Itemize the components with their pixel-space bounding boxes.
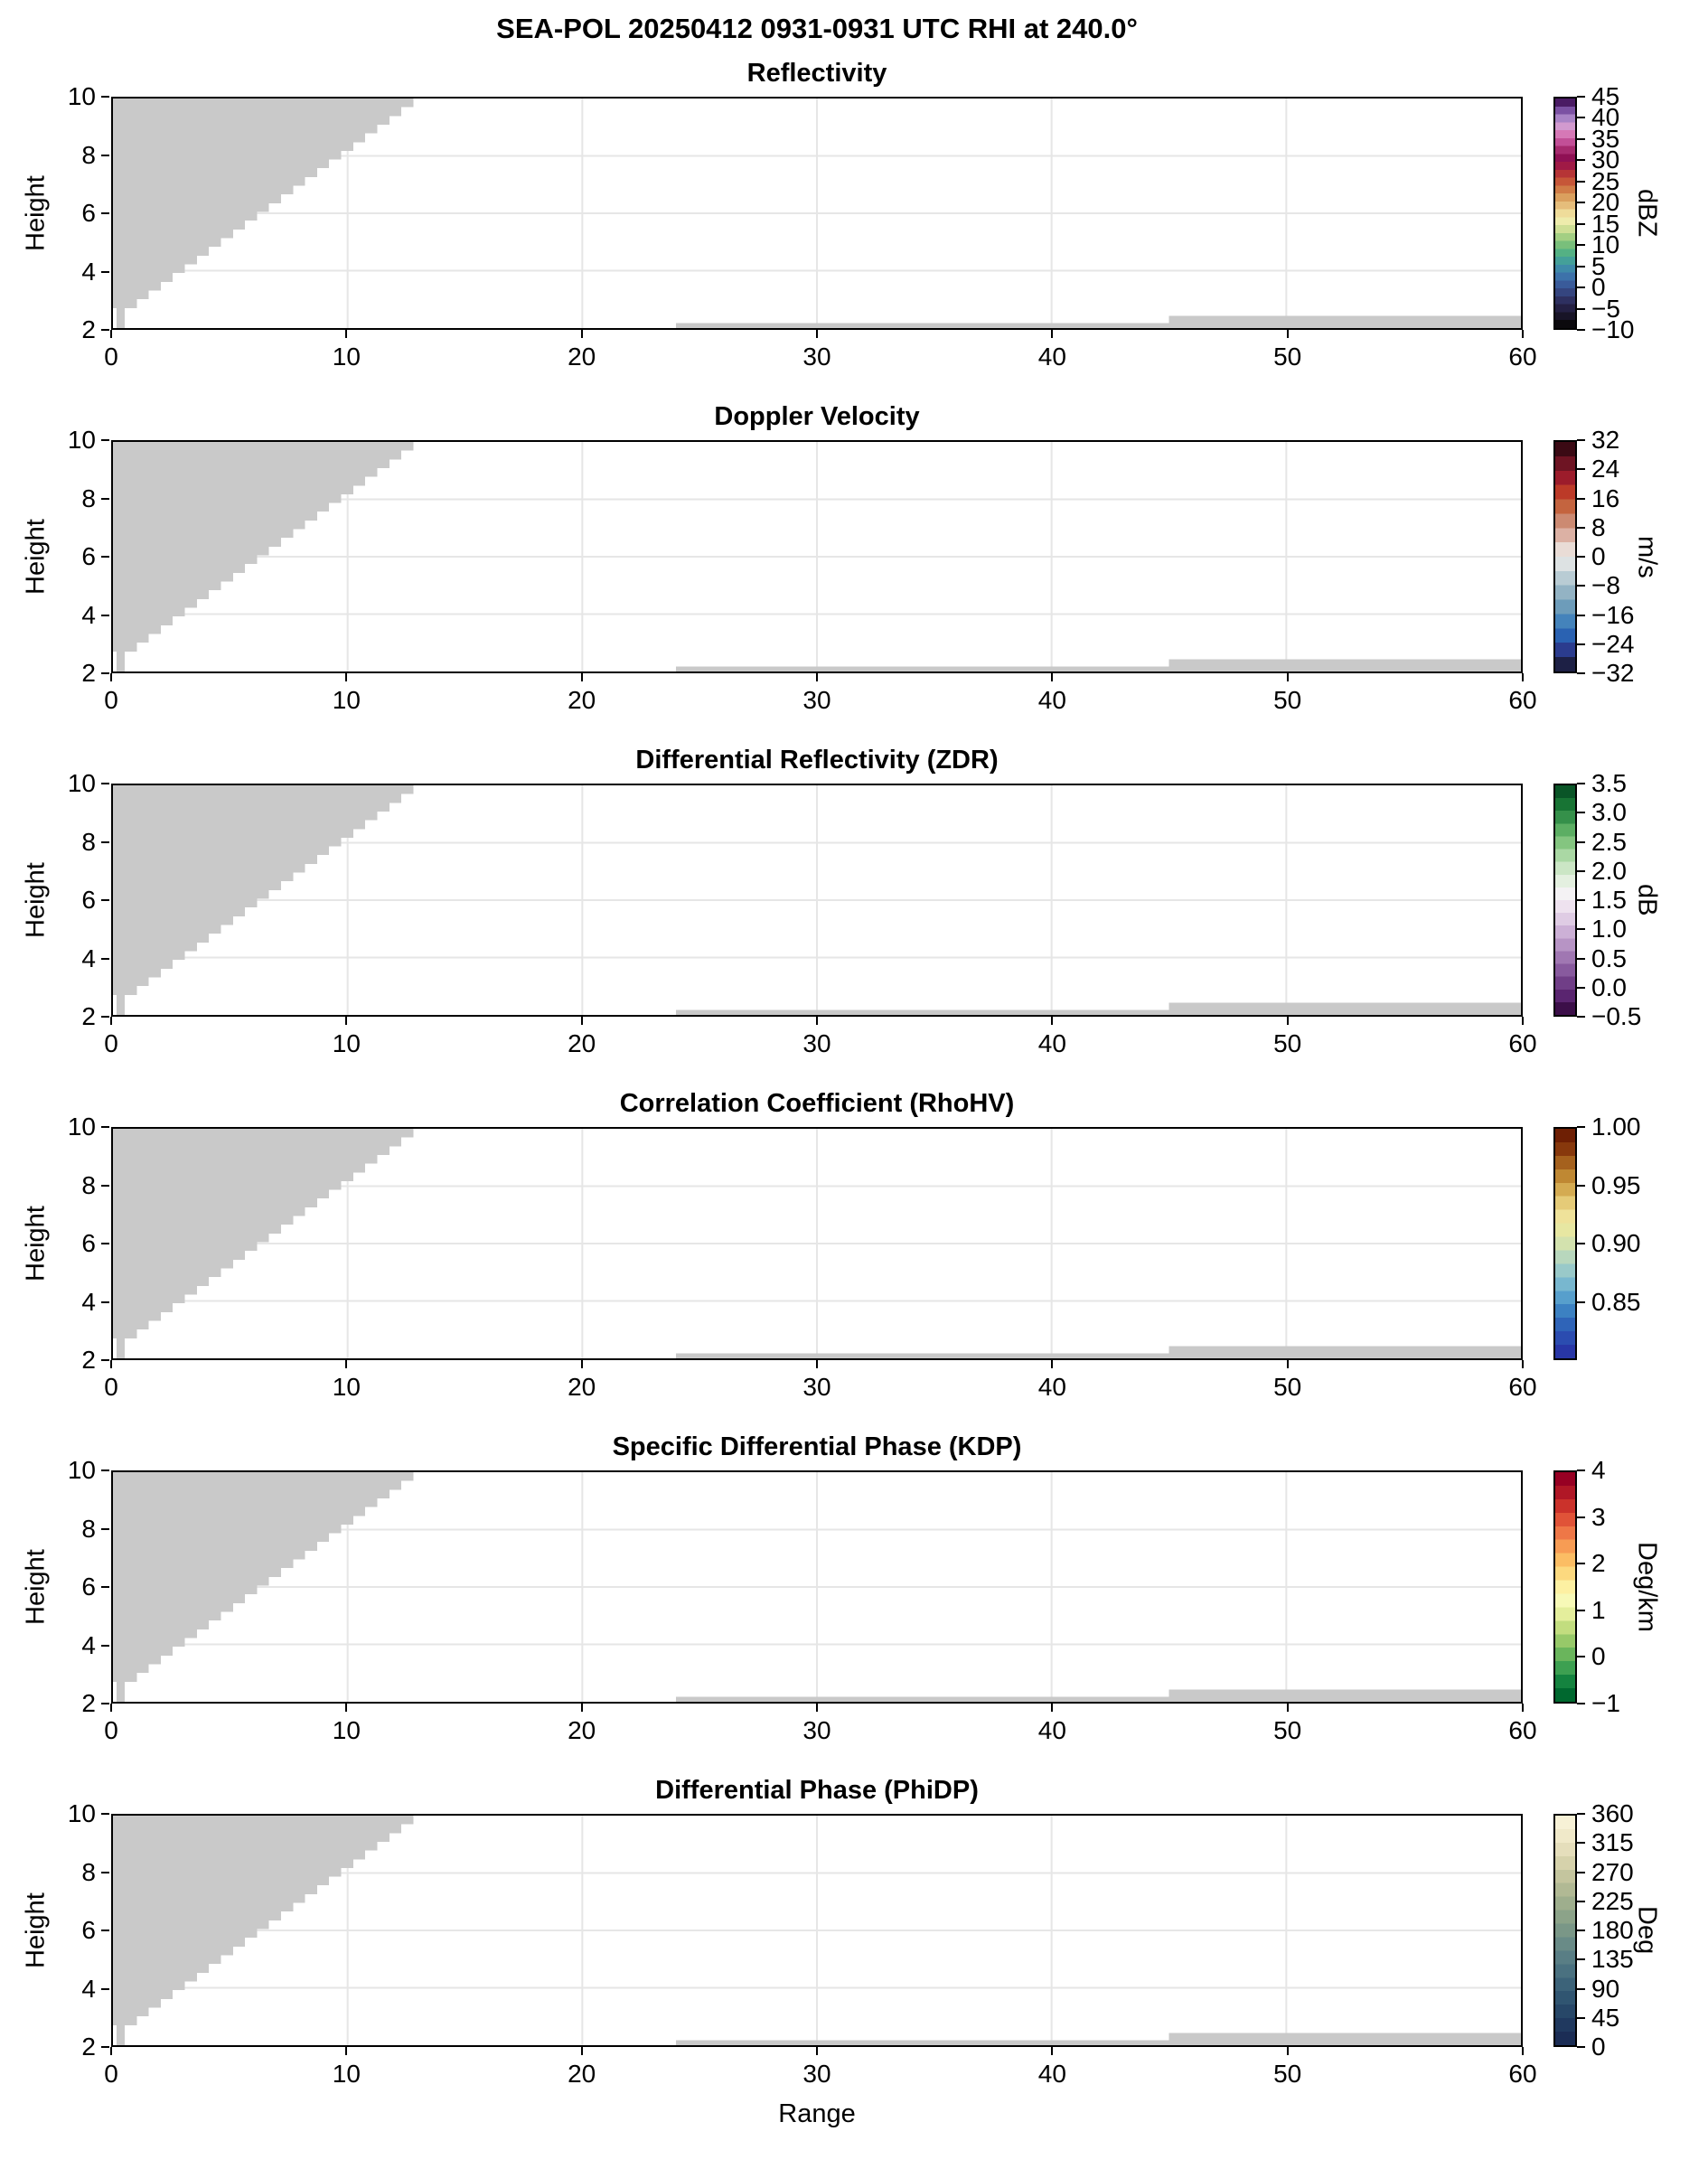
y-tick-mark bbox=[101, 1528, 109, 1530]
colorbar-tick-mark bbox=[1577, 1842, 1585, 1844]
x-tick-mark bbox=[1051, 1360, 1053, 1368]
y-tick-label: 6 bbox=[81, 1573, 96, 1601]
panel-title: Differential Reflectivity (ZDR) bbox=[635, 746, 999, 775]
y-tick-mark bbox=[101, 958, 109, 960]
colorbar-tick-mark bbox=[1577, 468, 1585, 470]
x-tick-mark bbox=[110, 1017, 112, 1025]
x-tick-label: 20 bbox=[568, 1716, 596, 1744]
x-tick-label: 30 bbox=[802, 1373, 831, 1401]
colorbar bbox=[1553, 784, 1577, 1017]
x-tick-mark bbox=[1522, 1704, 1524, 1712]
panel-title: Reflectivity bbox=[746, 59, 887, 88]
colorbar-tick-label: 40 bbox=[1591, 103, 1620, 132]
x-tick-label: 50 bbox=[1273, 1716, 1302, 1744]
colorbar-tick-mark bbox=[1577, 1610, 1585, 1611]
x-tick-label: 50 bbox=[1273, 1029, 1302, 1057]
x-tick-label: 0 bbox=[104, 1373, 118, 1401]
y-tick-label: 10 bbox=[67, 426, 96, 454]
colorbar-tick-mark bbox=[1577, 2046, 1585, 2048]
colorbar-tick-label: 4 bbox=[1591, 1456, 1606, 1484]
colorbar-tick-mark bbox=[1577, 1243, 1585, 1244]
x-tick-mark bbox=[581, 1704, 583, 1712]
colorbar-tick-label: 0.85 bbox=[1591, 1287, 1641, 1316]
x-tick-mark bbox=[345, 330, 347, 338]
y-tick-mark bbox=[101, 498, 109, 500]
colorbar-tick-label: 25 bbox=[1591, 166, 1620, 195]
colorbar-tick-label: 0 bbox=[1591, 1642, 1606, 1671]
y-tick-label: 4 bbox=[81, 1287, 96, 1316]
colorbar-tick-label: 225 bbox=[1591, 1886, 1634, 1915]
colorbar-tick-mark bbox=[1577, 308, 1585, 310]
colorbar-tick-mark bbox=[1577, 1958, 1585, 1960]
colorbar-tick-mark bbox=[1577, 1516, 1585, 1518]
x-tick-mark bbox=[1522, 2047, 1524, 2055]
y-axis-label: Height bbox=[21, 175, 51, 251]
y-tick-label: 8 bbox=[81, 1514, 96, 1543]
colorbar-tick-label: −10 bbox=[1591, 315, 1635, 343]
panel-reflectivity bbox=[0, 59, 1708, 440]
colorbar-tick-label: 10 bbox=[1591, 230, 1620, 259]
x-tick-label: 30 bbox=[802, 1029, 831, 1057]
y-tick-label: 10 bbox=[67, 1799, 96, 1827]
y-tick-label: 8 bbox=[81, 484, 96, 512]
y-tick-mark bbox=[101, 899, 109, 901]
panel-kdp bbox=[0, 1432, 1708, 1814]
colorbar-tick-label: 2.5 bbox=[1591, 827, 1627, 856]
y-tick-mark bbox=[101, 212, 109, 214]
colorbar-tick-label: 2 bbox=[1591, 1549, 1606, 1578]
plot-area bbox=[111, 1814, 1523, 2047]
x-tick-label: 40 bbox=[1037, 343, 1066, 371]
x-tick-mark bbox=[1051, 1017, 1053, 1025]
colorbar-tick-label: 20 bbox=[1591, 188, 1620, 217]
colorbar-tick-mark bbox=[1577, 96, 1585, 98]
colorbar-tick-label: 45 bbox=[1591, 82, 1620, 110]
y-axis-label: Height bbox=[21, 1892, 51, 1968]
x-tick-mark bbox=[816, 2047, 818, 2055]
plot-area bbox=[111, 440, 1523, 673]
y-tick-label: 6 bbox=[81, 542, 96, 570]
y-tick-mark bbox=[101, 1813, 109, 1815]
colorbar-tick-label: 1.00 bbox=[1591, 1113, 1641, 1141]
x-tick-mark bbox=[1287, 2047, 1289, 2055]
y-tick-label: 8 bbox=[81, 827, 96, 856]
y-tick-label: 6 bbox=[81, 199, 96, 227]
colorbar-tick-mark bbox=[1577, 643, 1585, 645]
x-tick-label: 20 bbox=[568, 1029, 596, 1057]
figure-suptitle: SEA-POL 20250412 0931-0931 UTC RHI at 240.0° bbox=[496, 13, 1138, 44]
plot-area bbox=[111, 97, 1523, 330]
y-tick-label: 2 bbox=[81, 659, 96, 687]
x-tick-mark bbox=[1287, 673, 1289, 681]
colorbar-tick-label: 24 bbox=[1591, 455, 1620, 484]
colorbar-tick-mark bbox=[1577, 1930, 1585, 1931]
colorbar-tick-label: 8 bbox=[1591, 512, 1606, 541]
plot-area bbox=[111, 1470, 1523, 1704]
x-tick-label: 20 bbox=[568, 686, 596, 714]
colorbar-tick-label: 135 bbox=[1591, 1945, 1634, 1974]
y-tick-label: 2 bbox=[81, 2033, 96, 2061]
y-tick-mark bbox=[101, 1126, 109, 1128]
colorbar-tick-mark bbox=[1577, 1016, 1585, 1018]
x-tick-label: 30 bbox=[802, 343, 831, 371]
y-tick-mark bbox=[101, 841, 109, 843]
x-tick-label: 40 bbox=[1037, 686, 1066, 714]
colorbar-tick-mark bbox=[1577, 870, 1585, 872]
y-tick-mark bbox=[101, 1703, 109, 1704]
y-tick-label: 6 bbox=[81, 1916, 96, 1944]
x-tick-mark bbox=[581, 673, 583, 681]
colorbar-tick-mark bbox=[1577, 1469, 1585, 1471]
y-tick-mark bbox=[101, 556, 109, 558]
x-tick-label: 40 bbox=[1037, 2060, 1066, 2088]
x-tick-label: 20 bbox=[568, 1373, 596, 1401]
x-tick-label: 0 bbox=[104, 1029, 118, 1057]
x-tick-mark bbox=[345, 1360, 347, 1368]
x-tick-label: 30 bbox=[802, 686, 831, 714]
plot-area bbox=[111, 784, 1523, 1017]
colorbar-tick-mark bbox=[1577, 2017, 1585, 2019]
panel-title: Specific Differential Phase (KDP) bbox=[612, 1432, 1022, 1461]
colorbar-tick-mark bbox=[1577, 899, 1585, 901]
colorbar-tick-mark bbox=[1577, 1901, 1585, 1902]
x-tick-label: 0 bbox=[104, 2060, 118, 2088]
y-tick-mark bbox=[101, 615, 109, 616]
x-axis-label: Range bbox=[778, 2099, 856, 2128]
colorbar-tick-mark bbox=[1577, 1813, 1585, 1815]
colorbar bbox=[1553, 1127, 1577, 1360]
colorbar bbox=[1553, 1814, 1577, 2047]
x-tick-label: 10 bbox=[332, 686, 361, 714]
x-tick-mark bbox=[816, 673, 818, 681]
y-tick-label: 6 bbox=[81, 886, 96, 914]
y-tick-label: 8 bbox=[81, 140, 96, 169]
y-tick-mark bbox=[101, 1586, 109, 1588]
colorbar-tick-mark bbox=[1577, 527, 1585, 529]
x-tick-mark bbox=[345, 2047, 347, 2055]
colorbar-tick-mark bbox=[1577, 266, 1585, 268]
x-tick-label: 10 bbox=[332, 2060, 361, 2088]
x-tick-mark bbox=[1051, 2047, 1053, 2055]
y-tick-label: 2 bbox=[81, 1002, 96, 1030]
y-tick-label: 6 bbox=[81, 1229, 96, 1257]
x-tick-label: 50 bbox=[1273, 686, 1302, 714]
colorbar-tick-mark bbox=[1577, 987, 1585, 989]
y-tick-mark bbox=[101, 1645, 109, 1647]
colorbar-tick-label: −24 bbox=[1591, 629, 1635, 658]
colorbar-tick-label: 16 bbox=[1591, 484, 1620, 512]
y-tick-label: 2 bbox=[81, 1346, 96, 1374]
x-tick-mark bbox=[1522, 330, 1524, 338]
colorbar-tick-mark bbox=[1577, 117, 1585, 118]
y-tick-mark bbox=[101, 1301, 109, 1303]
colorbar-tick-mark bbox=[1577, 1988, 1585, 1990]
y-tick-label: 8 bbox=[81, 1170, 96, 1199]
colorbar-tick-mark bbox=[1577, 615, 1585, 616]
colorbar-tick-mark bbox=[1577, 1126, 1585, 1128]
panel-title: Doppler Velocity bbox=[714, 402, 920, 431]
colorbar-tick-label: 2.0 bbox=[1591, 856, 1627, 885]
x-tick-mark bbox=[1051, 1704, 1053, 1712]
x-tick-label: 10 bbox=[332, 1373, 361, 1401]
y-axis-label: Height bbox=[21, 1549, 51, 1625]
x-tick-mark bbox=[816, 1360, 818, 1368]
y-tick-label: 10 bbox=[67, 1456, 96, 1484]
colorbar-tick-label: 90 bbox=[1591, 1974, 1620, 2003]
colorbar-tick-label: 35 bbox=[1591, 124, 1620, 153]
x-tick-label: 40 bbox=[1037, 1373, 1066, 1401]
x-tick-label: 40 bbox=[1037, 1029, 1066, 1057]
colorbar-tick-label: 0.5 bbox=[1591, 944, 1627, 972]
x-tick-label: 20 bbox=[568, 2060, 596, 2088]
rhi-plot-canvas bbox=[113, 1816, 1521, 2045]
x-tick-label: 10 bbox=[332, 1716, 361, 1744]
rhi-plot-canvas bbox=[113, 99, 1521, 328]
y-tick-mark bbox=[101, 672, 109, 674]
colorbar-tick-label: 0 bbox=[1591, 542, 1606, 570]
y-tick-mark bbox=[101, 96, 109, 98]
y-tick-label: 10 bbox=[67, 82, 96, 110]
rhi-plot-canvas bbox=[113, 442, 1521, 671]
colorbar-tick-mark bbox=[1577, 244, 1585, 246]
x-tick-mark bbox=[581, 330, 583, 338]
rhi-plot-canvas bbox=[113, 1129, 1521, 1358]
colorbar-tick-label: 3 bbox=[1591, 1502, 1606, 1531]
x-tick-mark bbox=[1522, 673, 1524, 681]
x-tick-mark bbox=[1522, 1360, 1524, 1368]
colorbar-tick-mark bbox=[1577, 672, 1585, 674]
colorbar-unit-label: dB bbox=[1632, 884, 1662, 916]
colorbar-tick-label: 5 bbox=[1591, 251, 1606, 280]
y-tick-label: 4 bbox=[81, 1630, 96, 1659]
colorbar-tick-mark bbox=[1577, 1656, 1585, 1657]
y-tick-label: 2 bbox=[81, 315, 96, 343]
x-tick-mark bbox=[110, 2047, 112, 2055]
colorbar-unit-label: dBZ bbox=[1632, 189, 1662, 238]
plot-area bbox=[111, 1127, 1523, 1360]
colorbar-tick-label: 1 bbox=[1591, 1595, 1606, 1624]
colorbar-tick-mark bbox=[1577, 223, 1585, 225]
y-tick-mark bbox=[101, 1469, 109, 1471]
x-tick-label: 50 bbox=[1273, 1373, 1302, 1401]
y-tick-mark bbox=[101, 1016, 109, 1018]
y-tick-mark bbox=[101, 1872, 109, 1873]
rhi-plot-canvas bbox=[113, 785, 1521, 1015]
colorbar-tick-label: 15 bbox=[1591, 209, 1620, 238]
colorbar-unit-label: m/s bbox=[1632, 535, 1662, 578]
y-tick-label: 4 bbox=[81, 944, 96, 972]
x-tick-label: 0 bbox=[104, 1716, 118, 1744]
rhi-plot-canvas bbox=[113, 1472, 1521, 1702]
x-tick-mark bbox=[345, 673, 347, 681]
colorbar-tick-label: −32 bbox=[1591, 659, 1635, 687]
y-tick-label: 4 bbox=[81, 600, 96, 629]
panel-zdr bbox=[0, 746, 1708, 1127]
x-tick-label: 50 bbox=[1273, 2060, 1302, 2088]
x-tick-mark bbox=[1287, 1017, 1289, 1025]
y-tick-mark bbox=[101, 2046, 109, 2048]
colorbar-unit-label: Deg bbox=[1632, 1906, 1662, 1955]
colorbar-tick-mark bbox=[1577, 1563, 1585, 1564]
colorbar-tick-label: 0 bbox=[1591, 2033, 1606, 2061]
x-tick-mark bbox=[1051, 330, 1053, 338]
colorbar-tick-label: 0.90 bbox=[1591, 1229, 1641, 1257]
colorbar-tick-mark bbox=[1577, 958, 1585, 960]
colorbar-unit-label: Deg/km bbox=[1632, 1542, 1662, 1632]
colorbar-tick-mark bbox=[1577, 286, 1585, 288]
x-tick-mark bbox=[345, 1017, 347, 1025]
x-tick-mark bbox=[816, 1704, 818, 1712]
colorbar bbox=[1553, 1470, 1577, 1704]
y-tick-label: 4 bbox=[81, 257, 96, 286]
colorbar-tick-label: 1.5 bbox=[1591, 886, 1627, 914]
colorbar-tick-label: 30 bbox=[1591, 146, 1620, 174]
y-tick-mark bbox=[101, 1243, 109, 1244]
colorbar-tick-label: 270 bbox=[1591, 1857, 1634, 1886]
colorbar-tick-mark bbox=[1577, 439, 1585, 441]
x-tick-label: 0 bbox=[104, 343, 118, 371]
colorbar-tick-mark bbox=[1577, 181, 1585, 183]
colorbar-tick-mark bbox=[1577, 556, 1585, 558]
x-tick-label: 50 bbox=[1273, 343, 1302, 371]
x-tick-label: 60 bbox=[1508, 1716, 1537, 1744]
colorbar-tick-mark bbox=[1577, 1703, 1585, 1704]
y-tick-mark bbox=[101, 1988, 109, 1990]
x-tick-mark bbox=[581, 2047, 583, 2055]
colorbar-tick-label: 180 bbox=[1591, 1916, 1634, 1944]
colorbar-tick-mark bbox=[1577, 1872, 1585, 1873]
y-tick-mark bbox=[101, 1359, 109, 1361]
colorbar bbox=[1553, 97, 1577, 330]
colorbar-tick-mark bbox=[1577, 202, 1585, 203]
x-tick-label: 60 bbox=[1508, 343, 1537, 371]
colorbar-tick-mark bbox=[1577, 329, 1585, 331]
colorbar-tick-label: 0.95 bbox=[1591, 1170, 1641, 1199]
colorbar-tick-label: −8 bbox=[1591, 571, 1620, 600]
x-tick-label: 20 bbox=[568, 343, 596, 371]
colorbar-tick-mark bbox=[1577, 585, 1585, 587]
panel-doppler-velocity bbox=[0, 402, 1708, 784]
y-axis-label: Height bbox=[21, 1206, 51, 1282]
y-tick-mark bbox=[101, 329, 109, 331]
y-tick-mark bbox=[101, 783, 109, 784]
x-tick-label: 0 bbox=[104, 686, 118, 714]
panel-title: Correlation Coefficient (RhoHV) bbox=[619, 1089, 1015, 1118]
colorbar-tick-label: −0.5 bbox=[1591, 1002, 1642, 1030]
colorbar-tick-mark bbox=[1577, 1185, 1585, 1187]
colorbar-tick-label: −5 bbox=[1591, 294, 1620, 323]
colorbar-tick-label: 0 bbox=[1591, 273, 1606, 302]
x-tick-mark bbox=[110, 1704, 112, 1712]
colorbar-tick-mark bbox=[1577, 812, 1585, 813]
x-tick-label: 60 bbox=[1508, 1373, 1537, 1401]
x-tick-mark bbox=[1287, 330, 1289, 338]
y-axis-label: Height bbox=[21, 519, 51, 595]
x-tick-label: 40 bbox=[1037, 1716, 1066, 1744]
x-tick-mark bbox=[581, 1017, 583, 1025]
y-tick-label: 4 bbox=[81, 1974, 96, 2003]
y-tick-mark bbox=[101, 271, 109, 273]
x-tick-mark bbox=[1522, 1017, 1524, 1025]
colorbar-tick-label: 360 bbox=[1591, 1799, 1634, 1827]
x-tick-mark bbox=[816, 330, 818, 338]
x-tick-mark bbox=[581, 1360, 583, 1368]
colorbar-tick-mark bbox=[1577, 783, 1585, 784]
y-tick-label: 2 bbox=[81, 1689, 96, 1717]
colorbar-tick-label: 1.0 bbox=[1591, 915, 1627, 944]
colorbar-tick-label: −1 bbox=[1591, 1689, 1620, 1717]
x-tick-label: 10 bbox=[332, 343, 361, 371]
y-axis-label: Height bbox=[21, 862, 51, 938]
x-tick-mark bbox=[110, 673, 112, 681]
x-tick-label: 60 bbox=[1508, 686, 1537, 714]
y-tick-label: 10 bbox=[67, 1113, 96, 1141]
y-tick-mark bbox=[101, 439, 109, 441]
y-tick-mark bbox=[101, 1930, 109, 1931]
colorbar bbox=[1553, 440, 1577, 673]
colorbar-tick-mark bbox=[1577, 498, 1585, 500]
x-tick-label: 60 bbox=[1508, 1029, 1537, 1057]
colorbar-tick-label: 3.5 bbox=[1591, 769, 1627, 797]
colorbar-tick-label: 32 bbox=[1591, 426, 1620, 454]
x-tick-mark bbox=[110, 330, 112, 338]
colorbar-tick-label: 315 bbox=[1591, 1828, 1634, 1857]
x-tick-mark bbox=[1287, 1704, 1289, 1712]
x-tick-label: 30 bbox=[802, 1716, 831, 1744]
y-tick-label: 10 bbox=[67, 769, 96, 797]
x-tick-mark bbox=[816, 1017, 818, 1025]
x-tick-mark bbox=[1287, 1360, 1289, 1368]
x-tick-label: 30 bbox=[802, 2060, 831, 2088]
y-tick-label: 8 bbox=[81, 1857, 96, 1886]
colorbar-tick-mark bbox=[1577, 1301, 1585, 1303]
x-tick-mark bbox=[1051, 673, 1053, 681]
colorbar-tick-mark bbox=[1577, 841, 1585, 843]
colorbar-tick-label: −16 bbox=[1591, 600, 1635, 629]
colorbar-tick-mark bbox=[1577, 928, 1585, 930]
colorbar-tick-mark bbox=[1577, 138, 1585, 140]
panel-title: Differential Phase (PhiDP) bbox=[655, 1776, 979, 1805]
x-tick-label: 60 bbox=[1508, 2060, 1537, 2088]
y-tick-mark bbox=[101, 155, 109, 156]
panel-rhohv bbox=[0, 1089, 1708, 1470]
x-tick-mark bbox=[345, 1704, 347, 1712]
y-tick-mark bbox=[101, 1185, 109, 1187]
colorbar-tick-mark bbox=[1577, 159, 1585, 161]
colorbar-tick-label: 0.0 bbox=[1591, 972, 1627, 1001]
x-tick-mark bbox=[110, 1360, 112, 1368]
colorbar-tick-label: 3.0 bbox=[1591, 798, 1627, 827]
x-tick-label: 10 bbox=[332, 1029, 361, 1057]
colorbar-tick-label: 45 bbox=[1591, 2003, 1620, 2032]
